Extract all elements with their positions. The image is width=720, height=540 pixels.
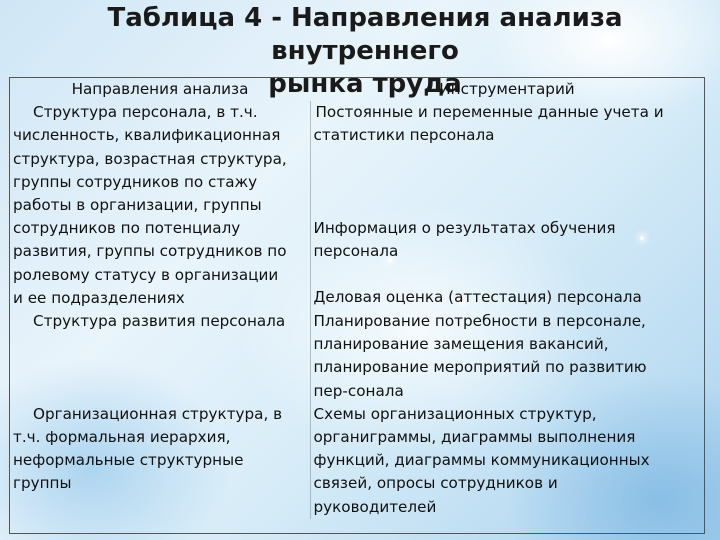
cell-line: неформальные структурные xyxy=(13,451,244,470)
table-row xyxy=(10,403,704,519)
cell-line: Информация о результатах обучения xyxy=(313,218,616,237)
cell-tools xyxy=(310,310,704,403)
cell-direction xyxy=(10,101,310,310)
cell-line: работы в организации, группы xyxy=(13,196,262,215)
cell-line: и ее подразделениях xyxy=(13,288,185,307)
cell-tools xyxy=(310,403,704,519)
cell-line: Структура развития персонала xyxy=(33,312,286,331)
cell-line: пер-сонала xyxy=(313,381,404,400)
cell-line: численность, квалификационная xyxy=(13,126,281,145)
cell-direction xyxy=(10,403,310,519)
slide-title-line-1: Таблица 4 - Направления анализа внутреннего xyxy=(107,3,623,66)
table-row xyxy=(10,310,704,403)
cell-line: Постоянные и переменные данные учета и xyxy=(315,103,664,122)
cell-spacer xyxy=(314,148,702,217)
cell-line: руководителей xyxy=(313,497,437,516)
slide-title-line-2: рынка труда xyxy=(268,69,462,99)
cell-line: персонала xyxy=(313,241,399,260)
cell-line: Схемы организационных структур, xyxy=(313,404,597,423)
analysis-table xyxy=(9,77,705,534)
cell-line: планирование замещения вакансий, xyxy=(313,335,609,354)
table-row xyxy=(10,101,704,310)
cell-line: Деловая оценка (аттестация) персонала xyxy=(313,288,642,307)
cell-line: развития, группы сотрудников по xyxy=(13,242,287,261)
cell-direction xyxy=(10,310,310,403)
header-directions: Направления анализа xyxy=(71,80,249,98)
cell-line: статистики персонала xyxy=(313,126,495,145)
cell-line: Планирование потребности в персонале, xyxy=(313,312,646,331)
cell-line: Структура персонала, в т.ч. xyxy=(33,103,258,122)
cell-line: сотрудников по потенциалу xyxy=(13,219,241,238)
cell-line: Организационная структура, в xyxy=(33,404,283,423)
table-header-row xyxy=(10,78,704,101)
cell-tools xyxy=(310,101,704,310)
cell-line: органиграммы, диаграммы выполнения xyxy=(313,428,636,447)
cell-line: структура, возрастная структура, xyxy=(13,149,287,168)
cell-line: функций, диаграммы коммуникационных xyxy=(313,451,650,470)
cell-line: связей, опросы сотрудников и xyxy=(313,474,558,493)
cell-line: планирование мероприятий по развитию xyxy=(313,358,647,377)
analysis-table-grid xyxy=(10,78,704,519)
cell-line: т.ч. формальная иерархия, xyxy=(13,428,231,447)
cell-line: группы сотрудников по стажу xyxy=(13,172,258,191)
cell-line: ролевому статусу в организации xyxy=(13,265,279,284)
header-tools: Инструментарий xyxy=(439,80,575,98)
cell-line: группы xyxy=(13,474,72,493)
